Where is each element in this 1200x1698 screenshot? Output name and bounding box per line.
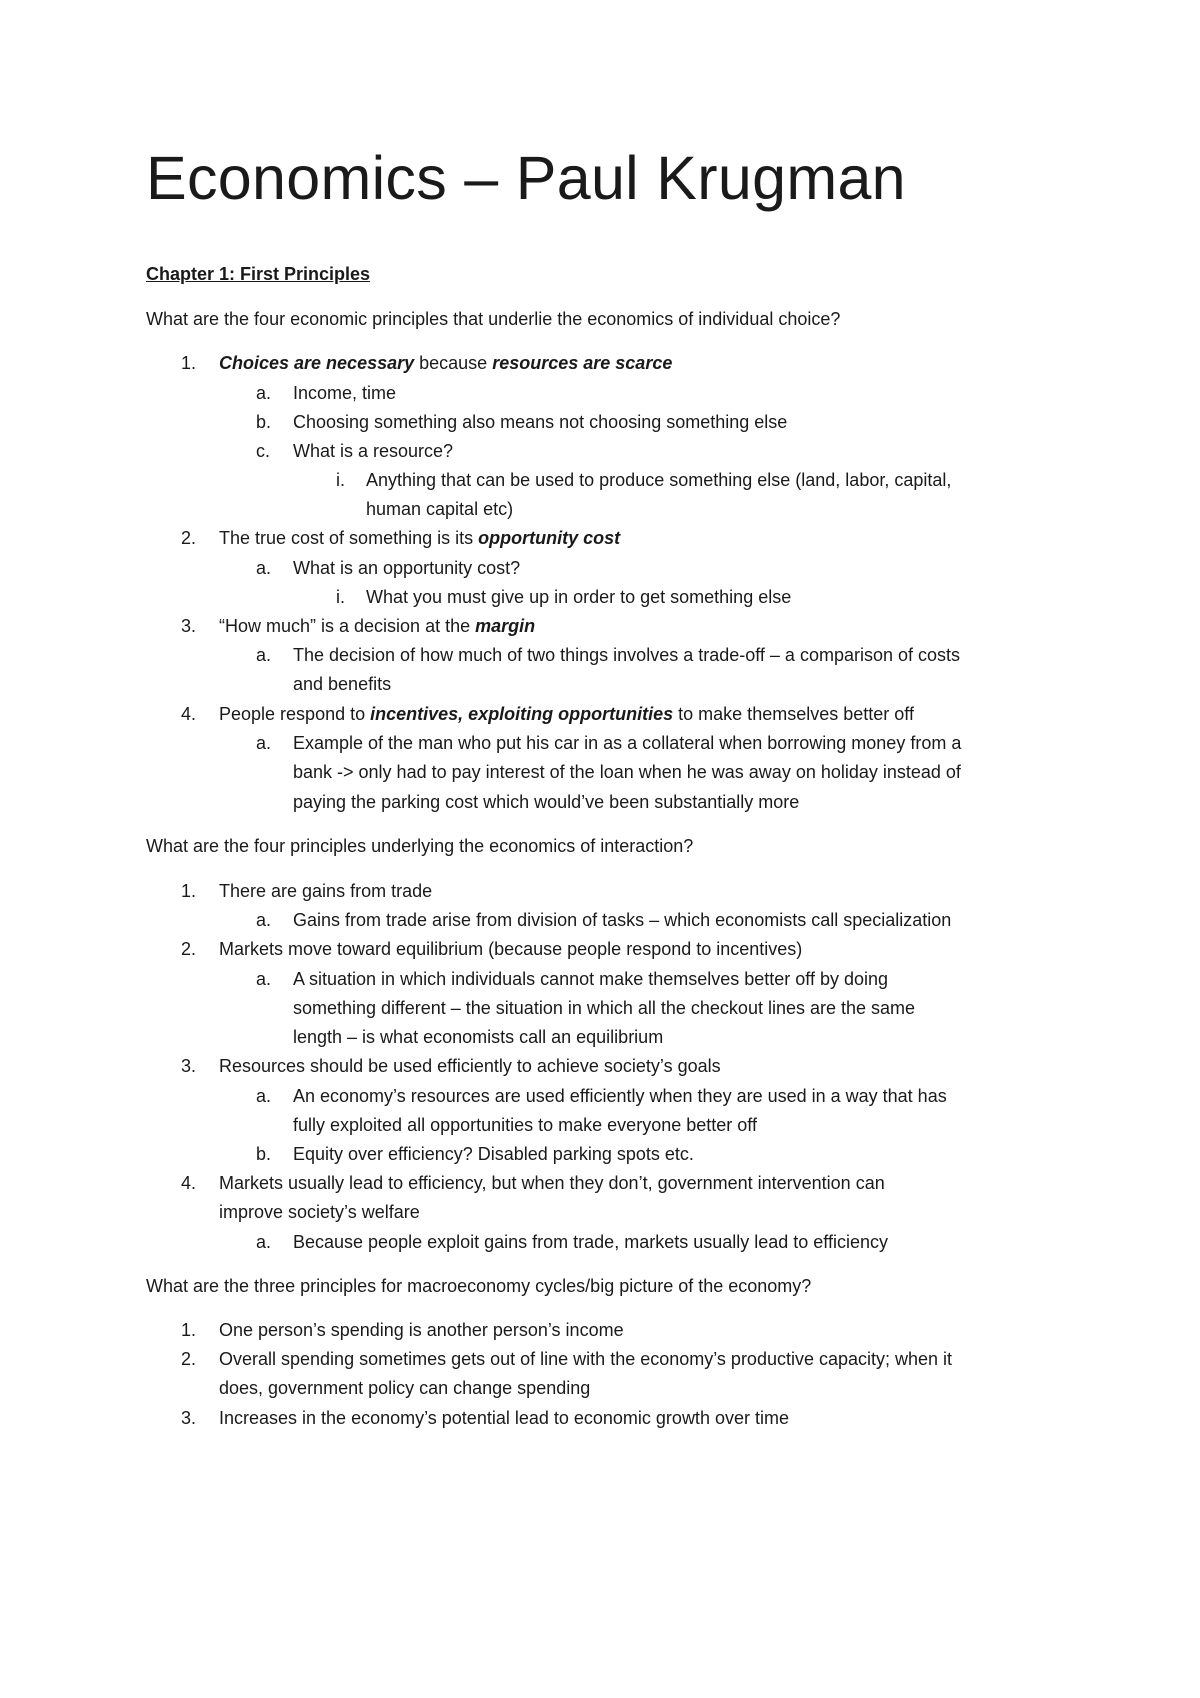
list-number: 3.	[181, 1056, 197, 1076]
list-subitem: Gains from trade arise from division of tasks – which economists call specialization	[293, 910, 952, 930]
list-subitem: Choosing something also means not choosing something else	[293, 412, 788, 432]
list-letter: a.	[256, 383, 272, 403]
list-number: 4.	[181, 1173, 197, 1193]
list-subitem: What is a resource?	[293, 441, 454, 461]
list-number: 1.	[181, 1320, 197, 1340]
list-subitem-cont: fully exploited all opportunities to make everyone better off	[293, 1115, 757, 1135]
list-subitem-cont: paying the parking cost which would’ve been substantially more	[293, 792, 800, 812]
list-item: Markets move toward equilibrium (because people respond to incentives)	[219, 939, 803, 959]
list-roman: i.	[336, 470, 345, 490]
list-item: Resources should be used efficiently to achieve society’s goals	[219, 1056, 721, 1076]
plain-text: because	[414, 353, 493, 373]
list-item: There are gains from trade	[219, 881, 433, 901]
list-subitem: The decision of how much of two things involves a trade-off – a comparison of costs	[293, 645, 961, 665]
emphasis-text: Choices are necessary	[219, 353, 415, 373]
list-item	[219, 702, 914, 726]
plain-text: The true cost of something is its	[219, 528, 479, 548]
section1-question: What are the four economic principles that underlie the economics of individual choice?	[146, 309, 841, 329]
list-subsubitem: What you must give up in order to get something else	[366, 587, 792, 607]
list-subitem-cont: something different – the situation in which all the checkout lines are the same	[293, 998, 916, 1018]
list-item: Markets usually lead to efficiency, but when they don’t, government intervention can	[219, 1173, 885, 1193]
list-number: 2.	[181, 528, 197, 548]
list-letter: b.	[256, 1144, 272, 1164]
list-item: Overall spending sometimes gets out of line with the economy’s productive capacity; when it	[219, 1349, 953, 1369]
list-roman: i.	[336, 587, 345, 607]
list-letter: c.	[256, 441, 271, 461]
list-subitem: Equity over efficiency? Disabled parking spots etc.	[293, 1144, 694, 1164]
emphasis-text: resources are scarce	[492, 353, 673, 373]
list-number: 4.	[181, 704, 197, 724]
list-number: 3.	[181, 1408, 197, 1428]
list-item-cont: improve society’s welfare	[219, 1202, 420, 1222]
emphasis-text: opportunity cost	[478, 528, 621, 548]
emphasis-text: margin	[475, 616, 536, 636]
list-item: One person’s spending is another person’s income	[219, 1320, 624, 1340]
list-letter: a.	[256, 969, 272, 989]
section2-question: What are the four principles underlying the economics of interaction?	[146, 836, 694, 856]
list-subitem: Income, time	[293, 383, 397, 403]
list-letter: a.	[256, 733, 272, 753]
list-number: 3.	[181, 616, 197, 636]
list-item	[219, 526, 620, 550]
list-subsubitem-cont: human capital etc)	[366, 499, 514, 519]
list-subitem: Example of the man who put his car in as a collateral when borrowing money from a	[293, 733, 962, 753]
list-subitem: An economy’s resources are used efficiently when they are used in a way that has	[293, 1086, 947, 1106]
list-item: Increases in the economy’s potential lead to economic growth over time	[219, 1408, 789, 1428]
list-number: 1.	[181, 353, 197, 373]
list-number: 1.	[181, 881, 197, 901]
list-subitem: A situation in which individuals cannot make themselves better off by doing	[293, 969, 889, 989]
list-subsubitem: Anything that can be used to produce something else (land, labor, capital,	[366, 470, 952, 490]
list-item	[219, 614, 535, 638]
list-letter: a.	[256, 1232, 272, 1252]
list-item	[219, 351, 672, 375]
chapter-heading: Chapter 1: First Principles	[146, 264, 371, 284]
list-subitem-cont: and benefits	[293, 674, 392, 694]
list-number: 2.	[181, 939, 197, 959]
emphasis-text: incentives, exploiting opportunities	[370, 704, 674, 724]
list-subitem: What is an opportunity cost?	[293, 558, 521, 578]
list-subitem: Because people exploit gains from trade, markets usually lead to efficiency	[293, 1232, 888, 1252]
list-number: 2.	[181, 1349, 197, 1369]
list-letter: a.	[256, 910, 272, 930]
list-subitem-cont: length – is what economists call an equilibrium	[293, 1027, 664, 1047]
list-letter: b.	[256, 412, 272, 432]
plain-text: to make themselves better off	[673, 704, 914, 724]
list-letter: a.	[256, 558, 272, 578]
list-letter: a.	[256, 1086, 272, 1106]
plain-text: People respond to	[219, 704, 371, 724]
list-item-cont: does, government policy can change spending	[219, 1378, 591, 1398]
list-letter: a.	[256, 645, 272, 665]
list-subitem-cont: bank -> only had to pay interest of the loan when he was away on holiday instead of	[293, 762, 961, 782]
document-title: Economics – Paul Krugman	[146, 144, 906, 212]
plain-text: “How much” is a decision at the	[219, 616, 476, 636]
section3-question: What are the three principles for macroeconomy cycles/big picture of the economy?	[146, 1276, 812, 1296]
